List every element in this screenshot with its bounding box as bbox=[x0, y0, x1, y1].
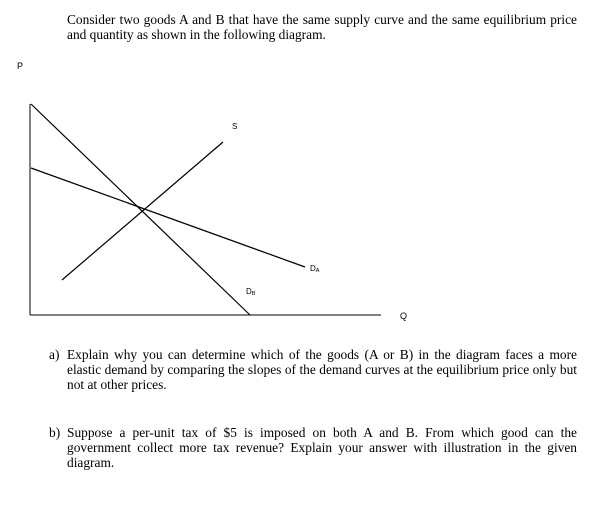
demand-b-subscript: B bbox=[251, 291, 256, 297]
question-a-text: Explain why you can determine which of the goods (A or B) in the diagram faces a more elastic demand by comparing the slopes of the demand curves at the equilibrium price only but not at other prices. bbox=[67, 347, 577, 393]
x-axis-label: Q bbox=[400, 311, 408, 321]
y-axis-label: P bbox=[17, 61, 24, 71]
demand-b-label bbox=[246, 287, 255, 297]
demand-curve-a bbox=[31, 168, 305, 267]
demand-a-label bbox=[310, 264, 319, 274]
supply-label: S bbox=[232, 122, 238, 131]
question-a-marker: a) bbox=[49, 347, 60, 362]
demand-curve-b bbox=[31, 104, 250, 315]
question-b-text: Suppose a per-unit tax of $5 is imposed on both A and B. From which good can the government collect more tax revenue? Explain your answer with illustration in the given diagram. bbox=[67, 425, 577, 471]
intro-paragraph: Consider two goods A and B that have the same supply curve and the same equilibrium price and quantity as shown in the following diagram. bbox=[67, 12, 577, 43]
demand-b-letter: D bbox=[246, 287, 252, 296]
demand-a-letter: D bbox=[310, 264, 316, 273]
demand-a-subscript: A bbox=[315, 268, 320, 274]
question-b-marker: b) bbox=[49, 425, 61, 440]
